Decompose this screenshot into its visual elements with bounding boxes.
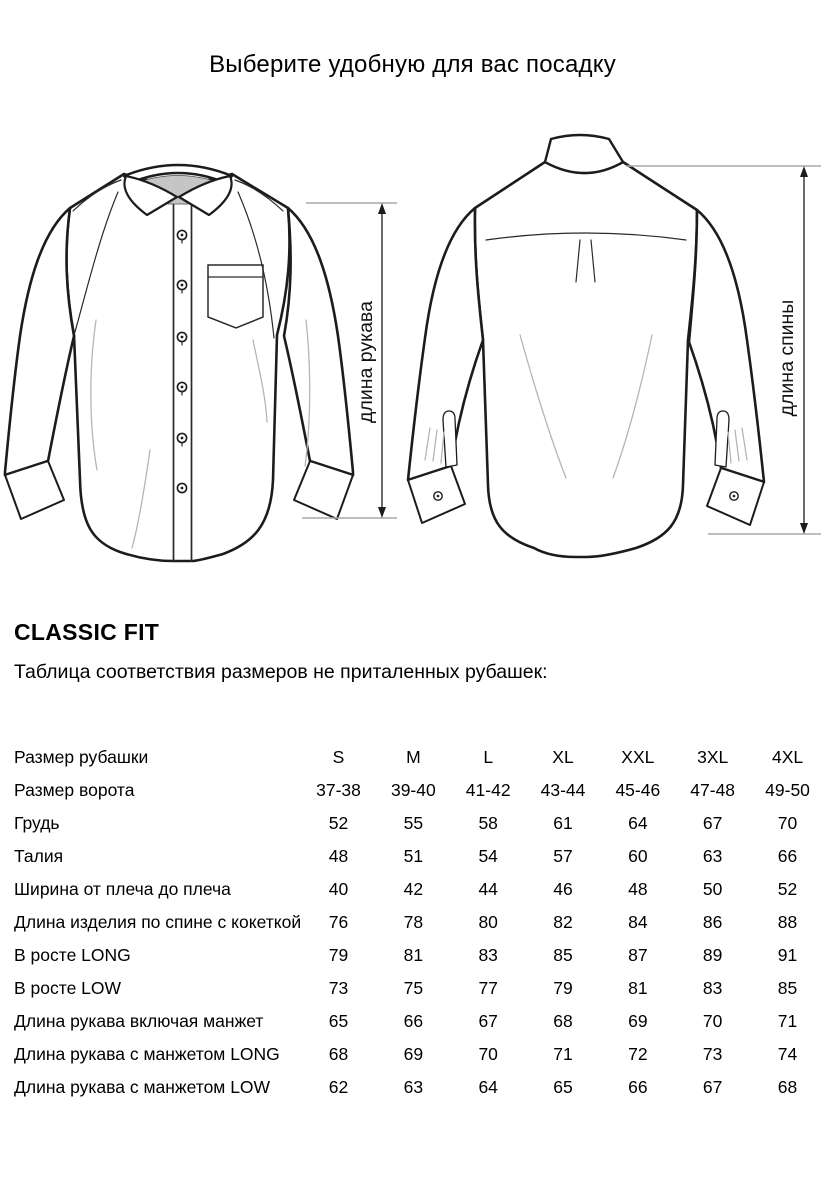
arrow-down-icon — [378, 507, 386, 518]
size-cell: 46 — [553, 878, 573, 899]
size-cell: 60 — [628, 845, 648, 866]
size-cell: 81 — [403, 944, 424, 965]
size-cell: 67 — [702, 812, 723, 833]
button-icon — [434, 492, 442, 500]
table-row — [14, 906, 825, 939]
size-cell: 91 — [777, 944, 798, 965]
size-cell: 73 — [328, 977, 349, 998]
size-cell: 67 — [478, 1010, 498, 1031]
size-cell: 85 — [777, 977, 798, 998]
size-cell: 45-46 — [615, 779, 661, 800]
size-cell: 63 — [403, 1076, 424, 1097]
shirt-front-drawing — [0, 130, 400, 600]
size-cell: 80 — [478, 911, 498, 932]
sleeve-length-label: длина рукава — [355, 301, 377, 423]
size-cell: M — [406, 746, 421, 767]
fit-heading: CLASSIC FIT — [14, 619, 160, 645]
size-cell: 83 — [478, 944, 498, 965]
size-cell: XXL — [621, 746, 655, 767]
back-collar — [545, 135, 623, 173]
size-cell: 75 — [403, 977, 424, 998]
size-cell: 52 — [777, 878, 798, 899]
row-label: Талия — [14, 845, 64, 866]
size-cell: 37-38 — [316, 779, 361, 800]
size-cell: 41-42 — [465, 779, 511, 800]
size-cell: 71 — [777, 1010, 798, 1031]
table-row — [14, 1005, 825, 1038]
arrow-up-icon — [800, 166, 808, 177]
size-cell: 82 — [553, 911, 573, 932]
front-right-sleeve — [284, 208, 353, 475]
size-cell: 66 — [403, 1010, 424, 1031]
size-cell: 68 — [777, 1076, 798, 1097]
size-cell: 42 — [403, 878, 424, 899]
size-cell: 54 — [478, 845, 498, 866]
row-label: Размер рубашки — [14, 746, 149, 767]
size-cell: 47-48 — [690, 779, 736, 800]
shirt-front-body — [5, 165, 353, 561]
size-cell: L — [483, 746, 494, 767]
size-cell: 83 — [702, 977, 723, 998]
size-cell: 70 — [777, 812, 798, 833]
size-cell: 87 — [628, 944, 648, 965]
size-cell: 79 — [553, 977, 573, 998]
size-cell: 57 — [553, 845, 573, 866]
size-table — [14, 741, 825, 1104]
size-cell: 39-40 — [390, 779, 436, 800]
size-cell: 66 — [777, 845, 798, 866]
size-cell: 63 — [702, 845, 723, 866]
size-cell: 86 — [702, 911, 723, 932]
arrow-up-icon — [378, 203, 386, 214]
size-cell: 48 — [628, 878, 648, 899]
size-cell: 84 — [628, 911, 648, 932]
size-cell: 79 — [328, 944, 349, 965]
table-row — [14, 1071, 825, 1104]
size-cell: 76 — [328, 911, 349, 932]
back-body-outline — [475, 162, 697, 557]
size-cell: 69 — [403, 1043, 424, 1064]
table-row — [14, 873, 825, 906]
size-cell: 73 — [702, 1043, 723, 1064]
row-label: Длина рукава с манжетом LOW — [14, 1076, 271, 1097]
size-cell: 61 — [553, 812, 573, 833]
size-cell: 70 — [702, 1010, 723, 1031]
row-label: Размер ворота — [14, 779, 135, 800]
size-cell: 70 — [478, 1043, 498, 1064]
button-icon — [177, 483, 186, 492]
size-cell: 64 — [478, 1076, 498, 1097]
table-row — [14, 741, 825, 774]
shirt-back-body — [408, 135, 764, 557]
size-cell: 72 — [628, 1043, 648, 1064]
size-cell: 51 — [403, 845, 424, 866]
size-cell: 68 — [553, 1010, 573, 1031]
size-cell: 48 — [328, 845, 349, 866]
row-label: Длина изделия по спине с кокеткой — [14, 911, 302, 932]
size-cell: 71 — [553, 1043, 573, 1064]
size-cell: 85 — [553, 944, 573, 965]
size-cell: 68 — [328, 1043, 349, 1064]
page-title: Выберите удобную для вас посадку — [209, 51, 616, 78]
size-cell: S — [332, 746, 345, 767]
front-left-sleeve — [5, 208, 74, 475]
size-cell: 88 — [777, 911, 798, 932]
size-cell: 65 — [553, 1076, 573, 1097]
table-row — [14, 774, 825, 807]
size-table-body — [14, 741, 825, 1104]
size-cell: 78 — [403, 911, 424, 932]
table-row — [14, 1038, 825, 1071]
size-cell: 81 — [628, 977, 648, 998]
size-cell: 3XL — [697, 746, 729, 767]
size-cell: 43-44 — [540, 779, 586, 800]
back-length-label: длина спины — [776, 299, 798, 417]
size-cell: 66 — [628, 1076, 648, 1097]
size-cell: 89 — [702, 944, 723, 965]
size-cell: 52 — [328, 812, 349, 833]
size-cell: 4XL — [771, 746, 804, 767]
table-row — [14, 972, 825, 1005]
row-label: Грудь — [14, 812, 60, 833]
size-cell: 49-50 — [765, 779, 810, 800]
size-cell: 58 — [478, 812, 498, 833]
size-cell: 69 — [628, 1010, 648, 1031]
size-cell: 74 — [777, 1043, 798, 1064]
size-cell: 50 — [702, 878, 723, 899]
size-cell: 67 — [702, 1076, 723, 1097]
size-cell: 40 — [328, 878, 349, 899]
button-icon — [730, 492, 738, 500]
table-row — [14, 807, 825, 840]
row-label: Длина рукава включая манжет — [14, 1010, 264, 1031]
size-cell: 55 — [403, 812, 424, 833]
table-row — [14, 939, 825, 972]
size-cell: 65 — [328, 1010, 349, 1031]
row-label: В росте LOW — [14, 977, 122, 998]
table-row — [14, 840, 825, 873]
table-caption: Таблица соответствия размеров не приталенных рубашек: — [14, 661, 548, 683]
size-cell: 64 — [628, 812, 648, 833]
size-cell: 44 — [478, 878, 498, 899]
shirt-back-drawing — [400, 130, 825, 600]
row-label: В росте LONG — [14, 944, 131, 965]
size-cell: 62 — [328, 1076, 349, 1097]
arrow-down-icon — [800, 523, 808, 534]
size-cell: 77 — [478, 977, 498, 998]
size-cell: XL — [552, 746, 574, 767]
row-label: Ширина от плеча до плеча — [14, 878, 231, 899]
row-label: Длина рукава с манжетом LONG — [14, 1043, 280, 1064]
